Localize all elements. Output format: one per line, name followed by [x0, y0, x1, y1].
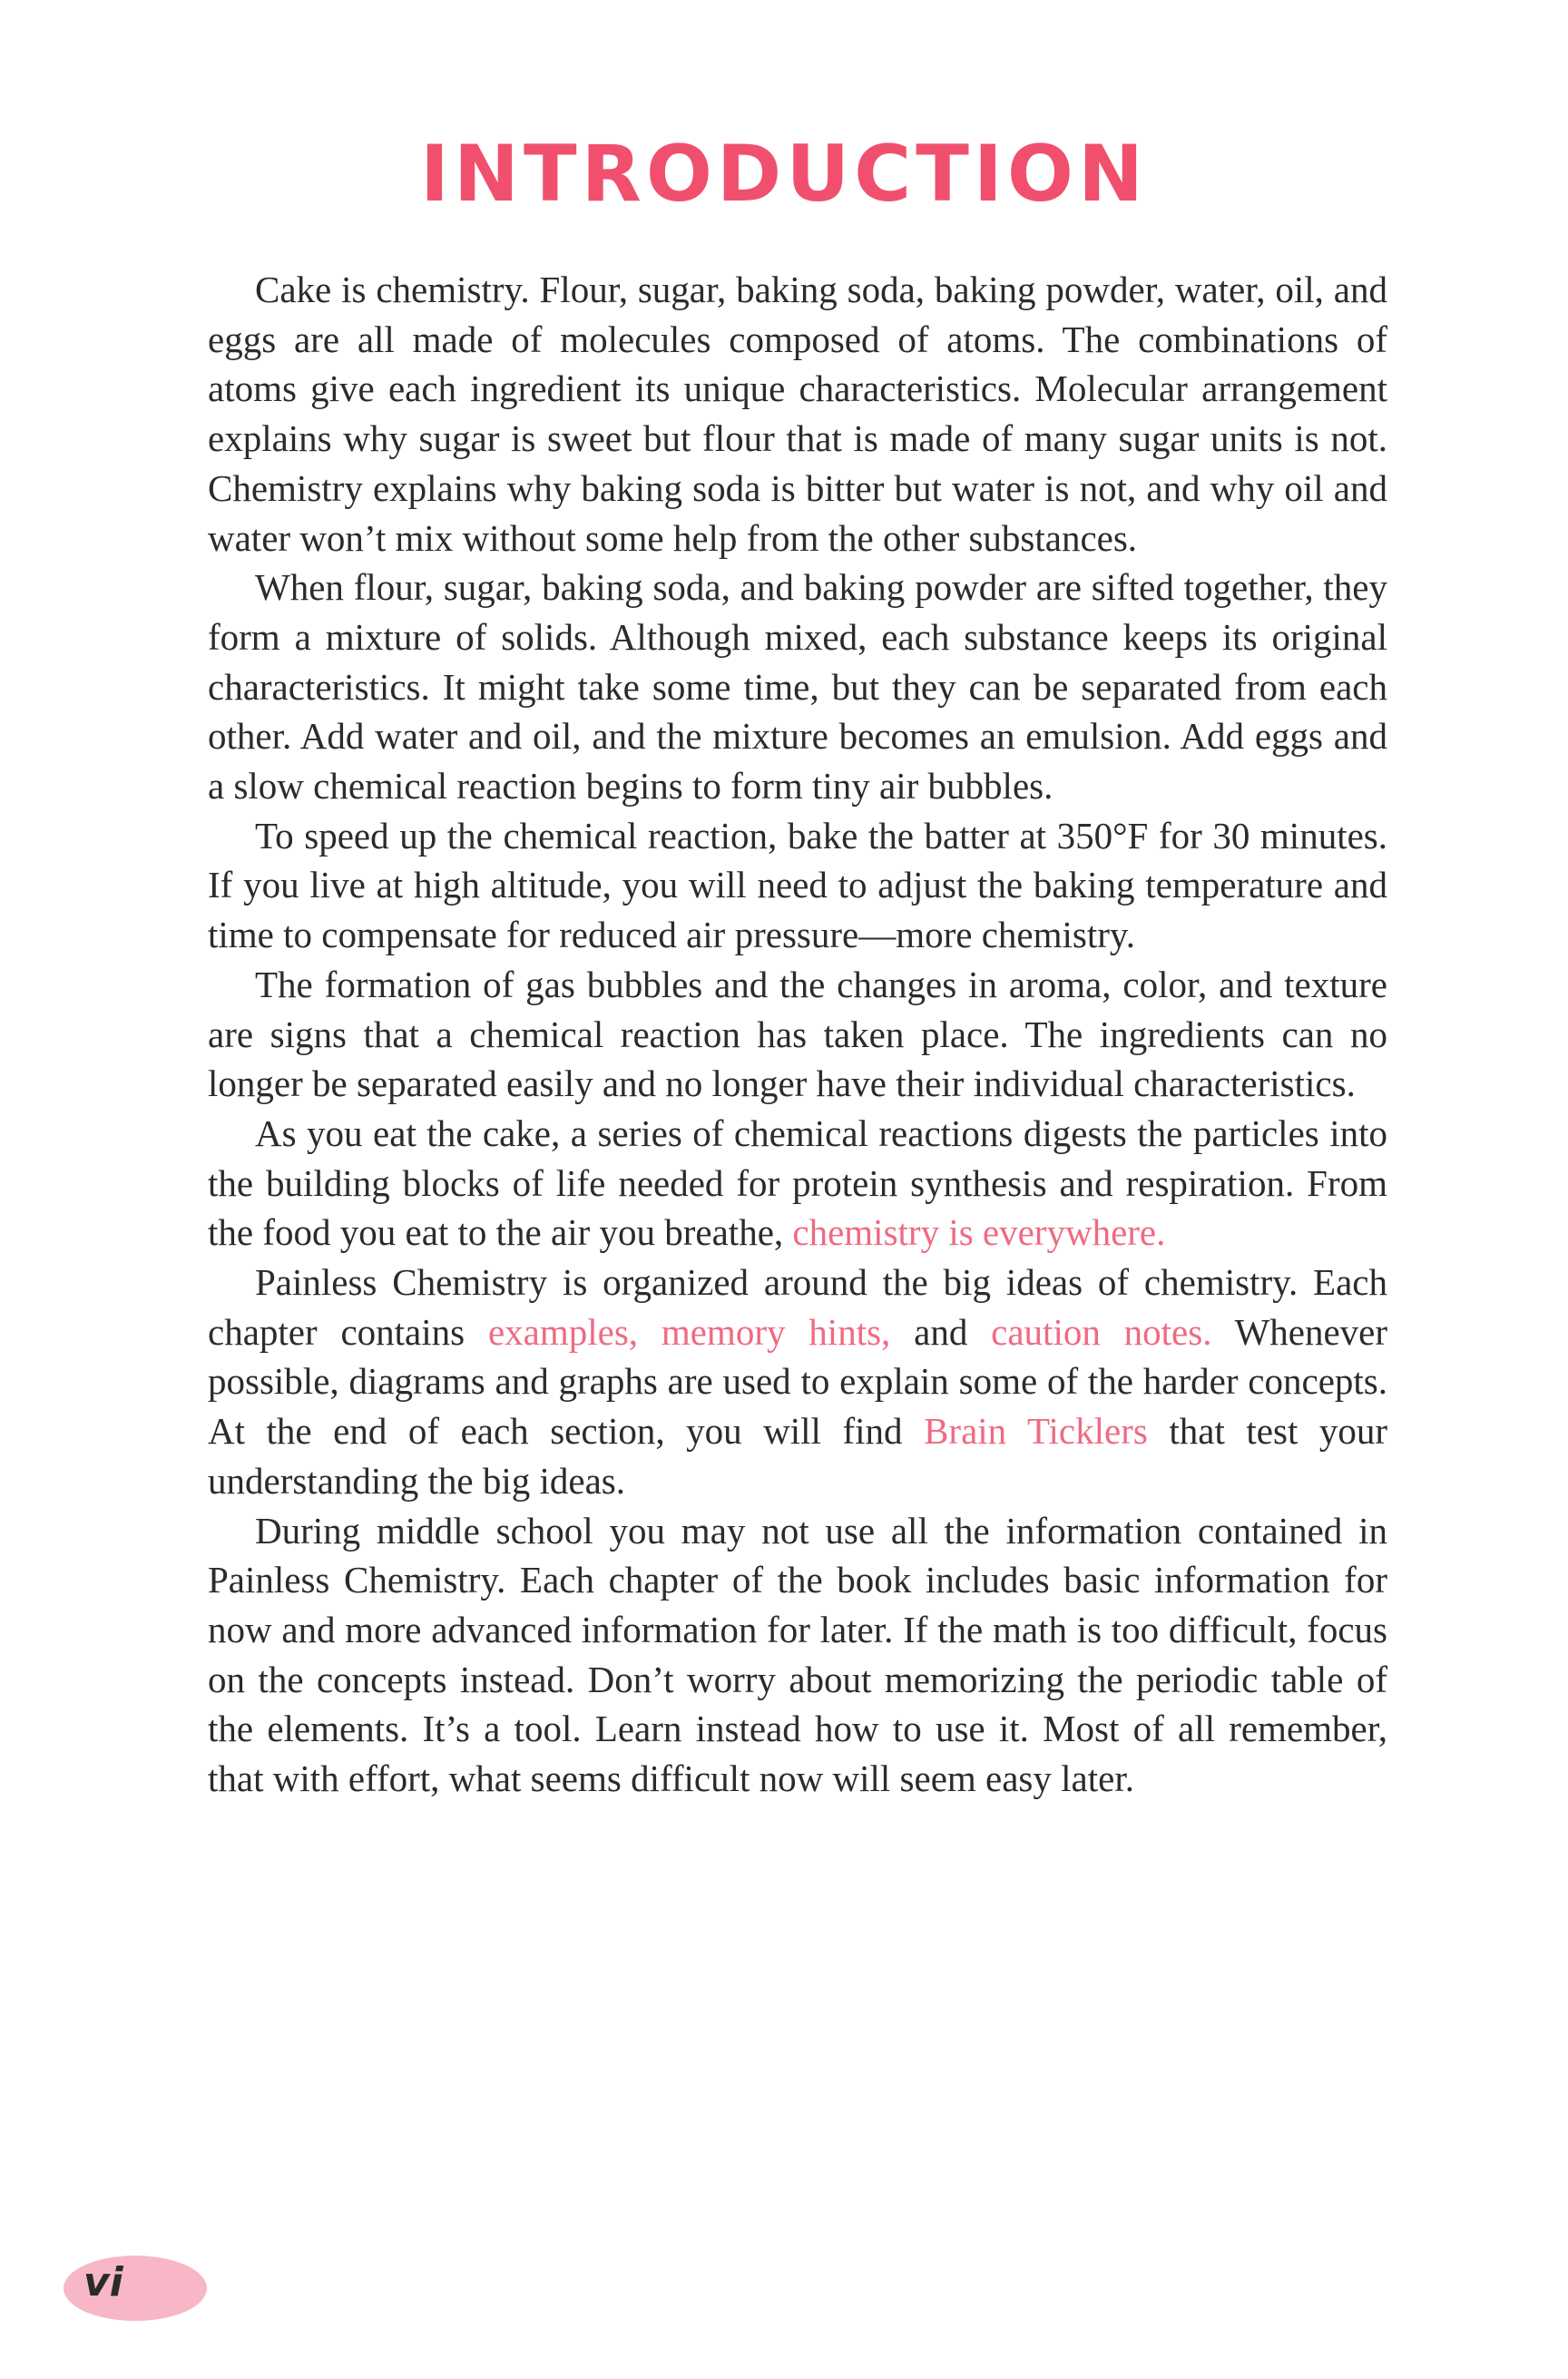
paragraph-3: To speed up the chemical reaction, bake the batter at 350°F for 30 minutes. If you live at high altitude, you will need to adjust the baking temperature and time to compensate for reduced air pressure—more chemistry.	[208, 814, 1387, 956]
paragraph-6-text-1: Painless Chemistry is organized around the big ideas of chemistry. Each chapter contains	[208, 1261, 1387, 1353]
introduction-body	[208, 265, 1387, 1804]
highlight-caution-notes: caution notes.	[991, 1310, 1212, 1353]
paragraph-6	[208, 1258, 1387, 1506]
page-number: vi	[83, 2259, 123, 2306]
paragraph-6-text-2: and	[914, 1310, 968, 1353]
paragraph-7: During middle school you may not use all the information contained in Painless Chemistry. Each chapter of the book includes basic information for now and more advanced information for later. If the math is too difficult, focus on the concepts instead. Don’t worry about memorizing the periodic table of the elements. It’s a tool. Learn instead how to use it. Most of all remember, that with effort, what seems difficult now will seem easy later.	[208, 1509, 1387, 1800]
paragraph-1: Cake is chemistry. Flour, sugar, baking soda, baking powder, water, oil, and eggs are all made of molecules composed of atoms. The combinations of atoms give each ingredient its unique characteristics. Molecular arrangement explains why sugar is sweet but flour that is made of many sugar units is not. Chemistry explains why baking soda is bitter but water is not, and why oil and water won’t mix without some help from the other substances.	[208, 269, 1387, 559]
highlight-chemistry-everywhere: chemistry is everywhere.	[792, 1211, 1166, 1254]
highlight-examples-memory-hints: examples, memory hints,	[487, 1310, 891, 1353]
paragraph-5-text: As you eat the cake, a series of chemical reactions digests the particles into the building blocks of life needed for protein synthesis and respiration. From the food you eat to the air you breathe,	[208, 1111, 1387, 1254]
page-title: INTRODUCTION	[419, 129, 1149, 220]
paragraph-2: When flour, sugar, baking soda, and baking powder are sifted together, they form a mixture of solids. Although mixed, each substance keeps its original characteristics. It might take some time, but they can be separated from each other. Add water and oil, and the mixture becomes an emulsion. Add eggs and a slow chemical reaction begins to form tiny air bubbles.	[208, 566, 1387, 808]
highlight-brain-ticklers: Brain Ticklers	[924, 1410, 1148, 1453]
paragraph-4: The formation of gas bubbles and the changes in aroma, color, and texture are signs that a chemical reaction has taken place. The ingredients can no longer be separated easily and no longer have their individual characteristics.	[208, 963, 1387, 1105]
paragraph-6-text-4: that test your understanding the big ideas.	[208, 1410, 1388, 1502]
paragraph-5	[208, 1109, 1387, 1258]
paragraph-6-text-3: Whenever possible, diagrams and graphs are used to explain some of the harder concepts. At the end of each section, you will find	[208, 1310, 1388, 1453]
